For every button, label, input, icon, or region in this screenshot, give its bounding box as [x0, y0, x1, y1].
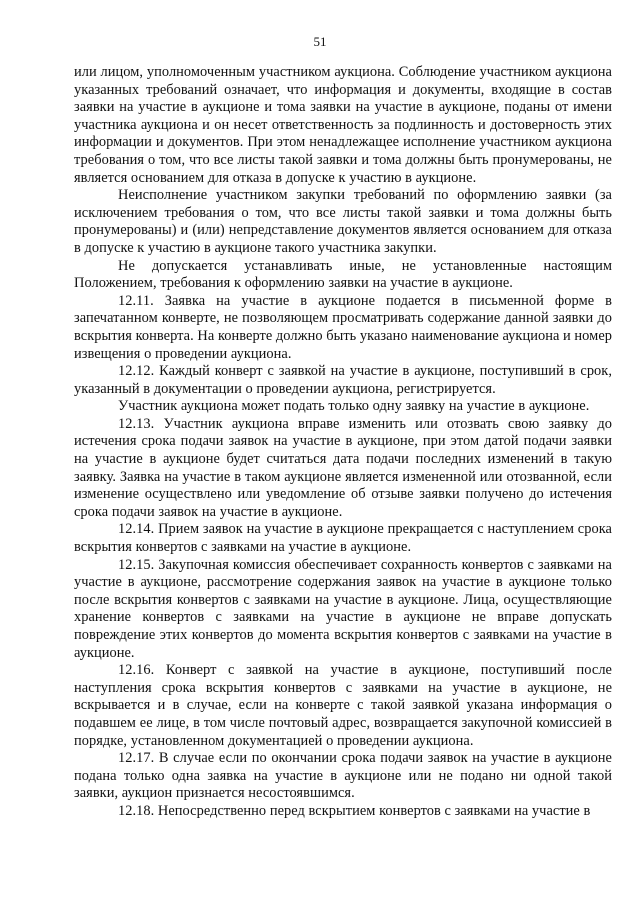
paragraph-continuation: или лицом, уполномоченным участником аукциона. Соблюдение участником аукциона указанных требований означает, что информация и документы, входящие в состав заявки на участие в аукционе и тома заявки на участие в аукционе, поданы от имени участника аукциона и он несет ответственность за подлинность и достоверность этих информации и документов. При этом ненадлежащее исполнение участником аукциона требования о том, что все листы такой заявки и тома должны быть пронумерованы, не является основанием для отказа в допуске к участию в аукционе. [74, 64, 612, 186]
paragraph-12-16: 12.16. Конверт с заявкой на участие в аукционе, поступивший после наступления срока вскрытия конвертов с заявками на участие в аукционе, не вскрывается и в случае, если на конверте с такой заявкой указана информация о подавшем ее лице, в том числе почтовый адрес, возвращается закупочной комиссией в порядке, установленном документацией о проведении аукциона. [74, 662, 612, 749]
paragraph-12-13: 12.13. Участник аукциона вправе изменить или отозвать свою заявку до истечения срока подачи заявок на участие в аукционе, при этом датой подачи заявки на участие в аукционе будет считаться дата подачи последних изменений в такую заявку. Заявка на участие в таком аукционе является измененной или отозванной, если изменение осуществлено или уведомление об отзыве заявки получено до истечения срока подачи заявок на участие в аукционе. [74, 415, 612, 520]
paragraph-12-18: 12.18. Непосредственно перед вскрытием конвертов с заявками на участие в [118, 802, 591, 819]
paragraph-nonfulfillment: Неисполнение участником закупки требований по оформлению заявки (за исключением требования о том, что все листы такой заявки и тома должны быть пронумерованы) и (или) непредставление документов является основанием для отказа в допуске к участию в аукционе такого участника закупки. [74, 187, 612, 256]
page-number: 51 [313, 34, 327, 49]
document-body [74, 64, 612, 821]
paragraph-12-14: 12.14. Прием заявок на участие в аукционе прекращается с наступлением срока вскрытия конвертов с заявками на участие в аукционе. [74, 521, 612, 556]
paragraph-no-other-requirements: Не допускается устанавливать иные, не установленные настоящим Положением, требования к оформлению заявки на участие в аукционе. [74, 257, 612, 292]
paragraph-12-17: 12.17. В случае если по окончании срока подачи заявок на участие в аукционе подана только одна заявка на участие в аукционе или не подано ни одной такой заявки, аукцион признается несостоявшимся. [74, 750, 612, 802]
paragraph-one-application: Участник аукциона может подать только одну заявку на участие в аукционе. [118, 398, 590, 415]
paragraph-12-15: 12.15. Закупочная комиссия обеспечивает сохранность конвертов с заявками на участие в аукционе, рассмотрение содержания заявок на участие в аукционе только после вскрытия конвертов с заявками на участие в аукционе. Лица, осуществляющие хранение конвертов с заявками на участие в аукционе не вправе допускать повреждение этих конвертов до момента вскрытия конвертов с заявками на участие в аукционе. [74, 556, 612, 661]
paragraph-12-12: 12.12. Каждый конверт с заявкой на участие в аукционе, поступивший в срок, указанный в документации о проведении аукциона, регистрируется. [74, 363, 612, 397]
paragraph-12-11: 12.11. Заявка на участие в аукционе подается в письменной форме в запечатанном конверте, не позволяющем просматривать содержание данной заявки до вскрытия конверта. На конверте должно быть указано наименование аукциона и номер извещения о проведении аукциона. [74, 292, 612, 362]
